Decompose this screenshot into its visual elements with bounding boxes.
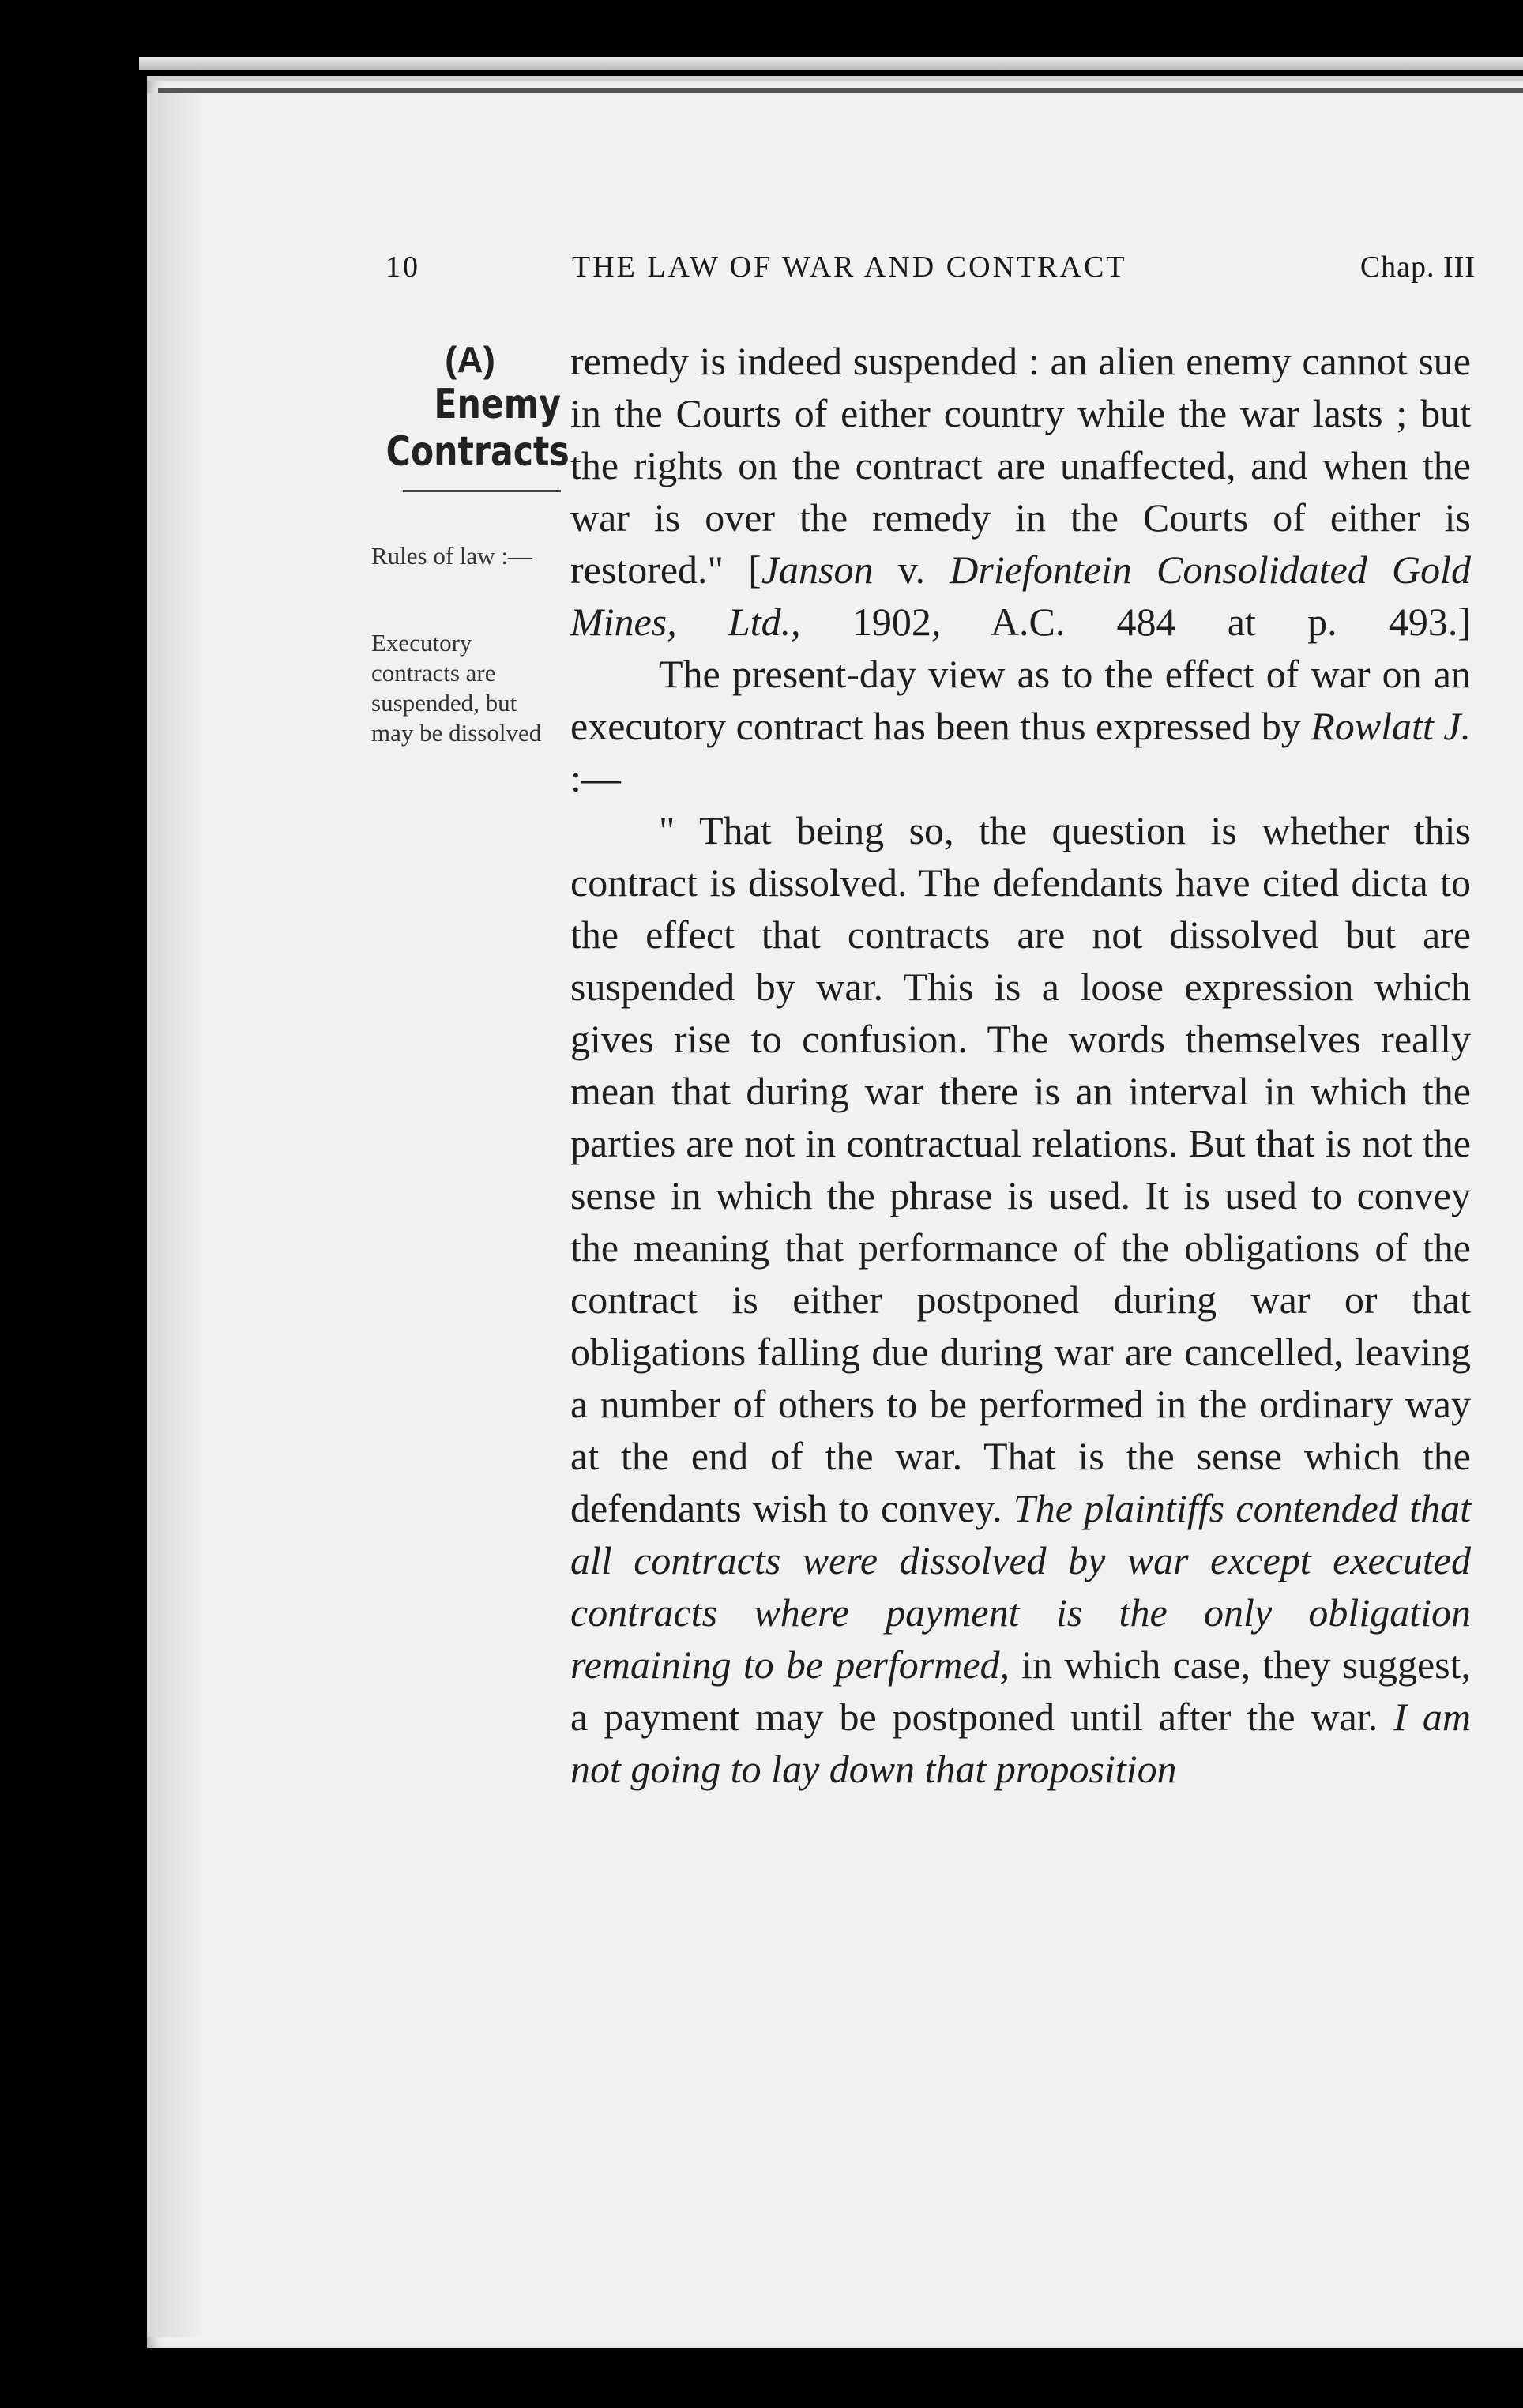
- marginal-notes: [371, 338, 570, 748]
- page-left-margin-shadow: [147, 93, 202, 2337]
- running-title: THE LAW OF WAR AND CONTRACT: [572, 250, 1127, 284]
- section-divider: [403, 490, 561, 492]
- body-text: [570, 335, 1471, 1795]
- margin-note-rules-of-law: Rules of law :—: [371, 542, 533, 570]
- page-fold-line: [158, 88, 1523, 93]
- paragraph-quotation: " That being so, the question is whether this contract is dissolved. The defendants have cited dicta to the effect that contracts are not dissolved but are suspended by war. This is a loose expression which gives rise to confusion. The words themselves really mean that during war there is an interval in which the parties are not in contractual relations. But that is not the sense in which the phrase is used. It is used to convey the meaning that performance of the obligations of the contract is either postponed during war or that obligations falling due during war are cancelled, leaving a number of others to be performed in the ordinary way at the end of the war. That is the sense which the defendants wish to convey. The plaintiffs contended that all contracts were dissolved by war except executed contracts where payment is the only obligation remaining to be performed, in which case, they suggest, a payment may be postponed until after the war. I am not going to lay down that proposition: [570, 808, 1471, 1791]
- case-name-janson: Janson: [761, 547, 874, 592]
- margin-note-executory-contracts: Executory contracts are suspended, but may be dissolved: [371, 629, 542, 747]
- running-header: [385, 250, 1476, 297]
- judge-name: Rowlatt J.: [1311, 704, 1471, 748]
- page-number: 10: [385, 250, 420, 284]
- section-title-line-2: Contracts: [385, 428, 570, 476]
- page-top-edge: [139, 57, 1523, 70]
- chapter-label: Chap. III: [1359, 250, 1476, 284]
- paragraph-remedy-suspended: remedy is indeed suspended : an alien enemy cannot sue in the Courts of either country while the war lasts ; but the rights on the contract are unaffected, and when the war is over the remedy in the Courts of either is restored." [Janson v. Driefontein Consolidated Gold Mines, Ltd., 1902, A.C. 484 at p. 493.]: [570, 339, 1471, 644]
- case-name-driefontein: Driefontein Consolidated Gold Mines, Ltd.: [570, 547, 1471, 644]
- section-letter: (A): [445, 339, 495, 380]
- quote-italic-plaintiffs: The plaintiffs contended that all contracts were dissolved by war except executed contracts where payment is the only obligation remaining to be performed,: [570, 1486, 1471, 1687]
- paragraph-present-day-view: The present-day view as to the effect of war on an executory contract has been thus expressed by Rowlatt J. :—: [570, 652, 1471, 800]
- section-title-line-1: Enemy: [434, 381, 561, 428]
- quote-italic-proposition: I am not going to lay down that proposition: [570, 1695, 1471, 1791]
